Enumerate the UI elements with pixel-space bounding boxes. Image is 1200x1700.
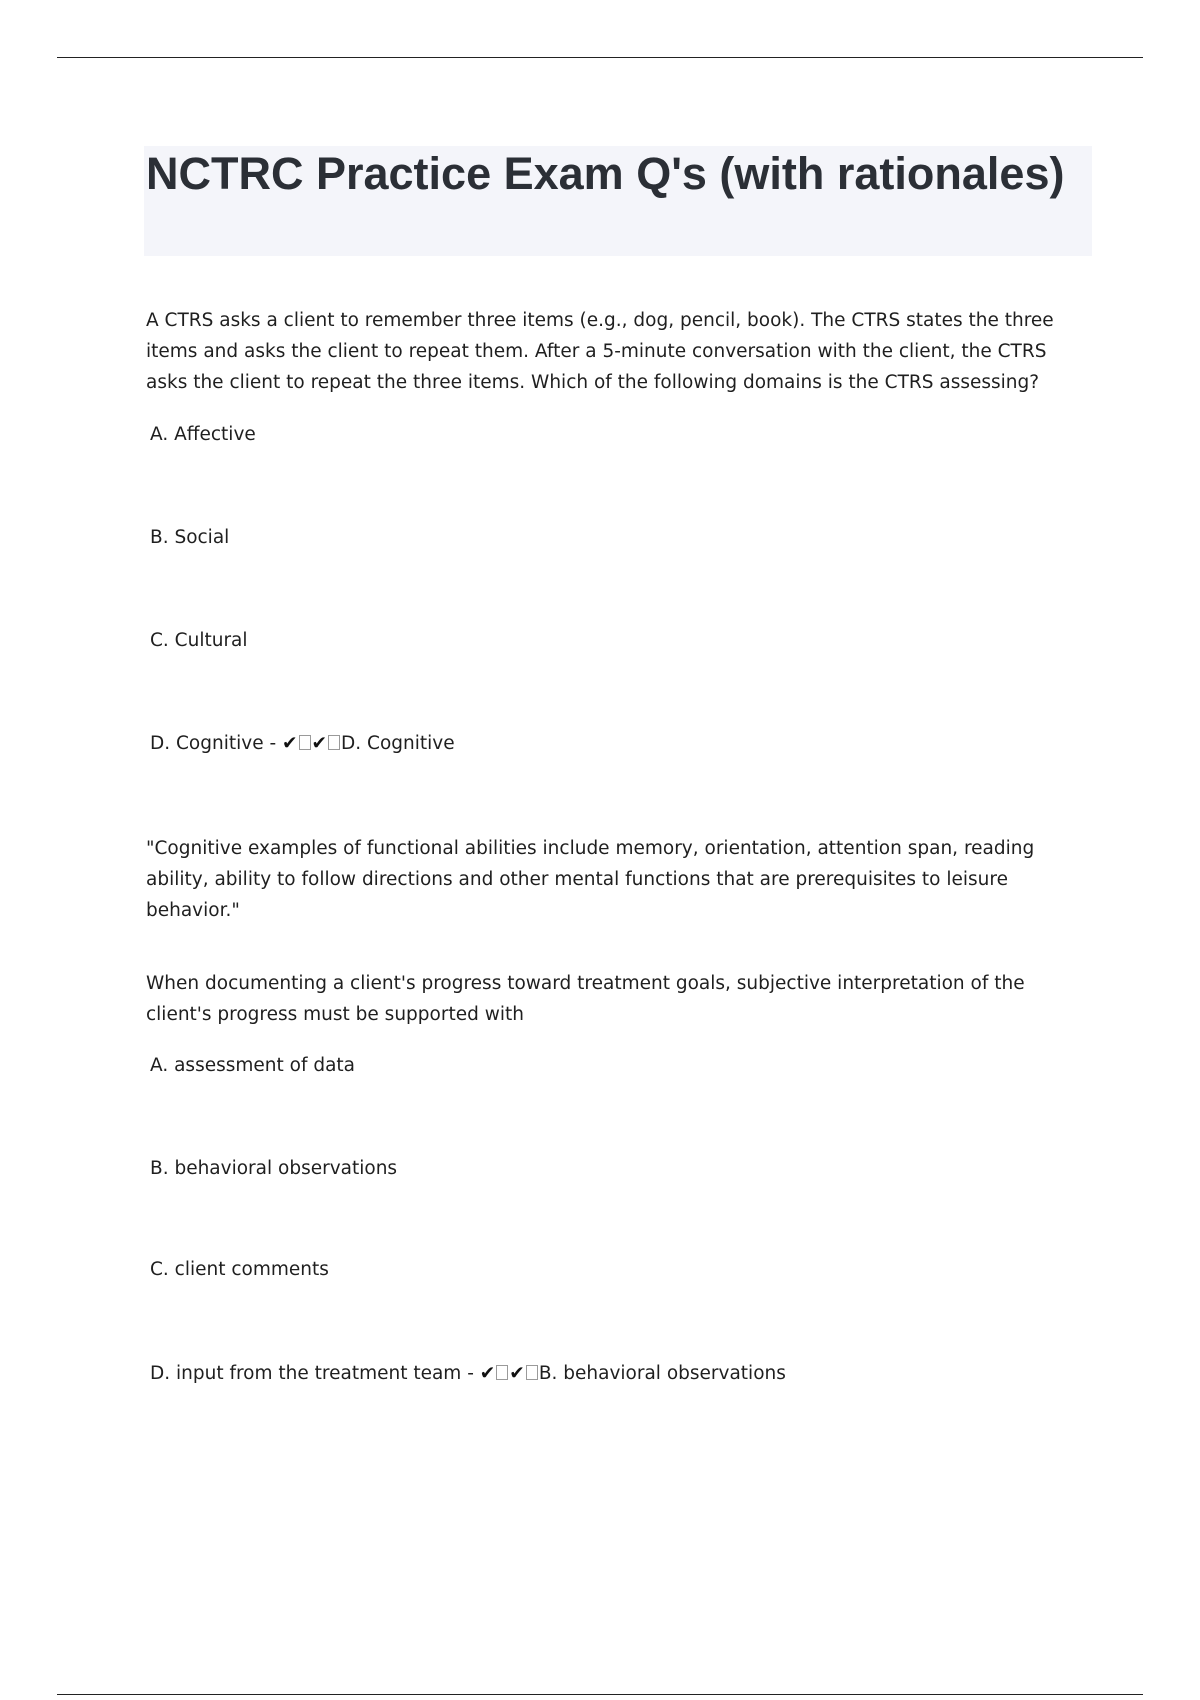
check-mark-icon: ✔ (311, 733, 328, 754)
check-mark-icon: ✔ (479, 1363, 496, 1384)
checkbox-icon (496, 1365, 508, 1380)
question-1-option-d-label: D. Cognitive - (150, 733, 283, 754)
question-1-rationale: "Cognitive examples of functional abilities include memory, orientation, attention span, reading ability, ability to follow directions and other mental functions that are prerequisites to leisure behavior." (146, 838, 1035, 921)
question-2-option-d (150, 1362, 786, 1386)
check-mark-icon: ✔ (509, 1363, 525, 1384)
question-2-option-c: C. client comments (150, 1259, 329, 1280)
question-1-option-b: B. Social (150, 527, 230, 548)
checkbox-icon (299, 735, 311, 750)
question-1-answer: D. Cognitive (341, 733, 455, 754)
question-2-option-a: A. assessment of data (150, 1055, 356, 1076)
header-rule (57, 57, 1143, 58)
footer-rule (57, 1694, 1143, 1695)
question-2-option-d-label: D. input from the treatment team - (150, 1363, 480, 1384)
checkbox-icon (526, 1365, 538, 1380)
question-1-option-a: A. Affective (150, 424, 256, 445)
question-1-option-d (150, 732, 455, 756)
question-1-stem: A CTRS asks a client to remember three items (e.g., dog, pencil, book). The CTRS states the three items and asks the client to repeat them. After a 5-minute conversation with the client, the CTRS asks the client to repeat the three items. Which of the following domains is the CTRS assessing? (146, 310, 1054, 393)
question-2-answer: B. behavioral observations (538, 1363, 786, 1384)
check-mark-icon: ✔ (282, 733, 298, 754)
question-2-option-b: B. behavioral observations (150, 1158, 398, 1179)
checkbox-icon (328, 735, 340, 750)
page-title: NCTRC Practice Exam Q's (with rationales) (146, 148, 1065, 199)
question-1-option-c: C. Cultural (150, 630, 248, 651)
question-2-stem: When documenting a client's progress toward treatment goals, subjective interpretation of the client's progress must be supported with (146, 973, 1025, 1025)
